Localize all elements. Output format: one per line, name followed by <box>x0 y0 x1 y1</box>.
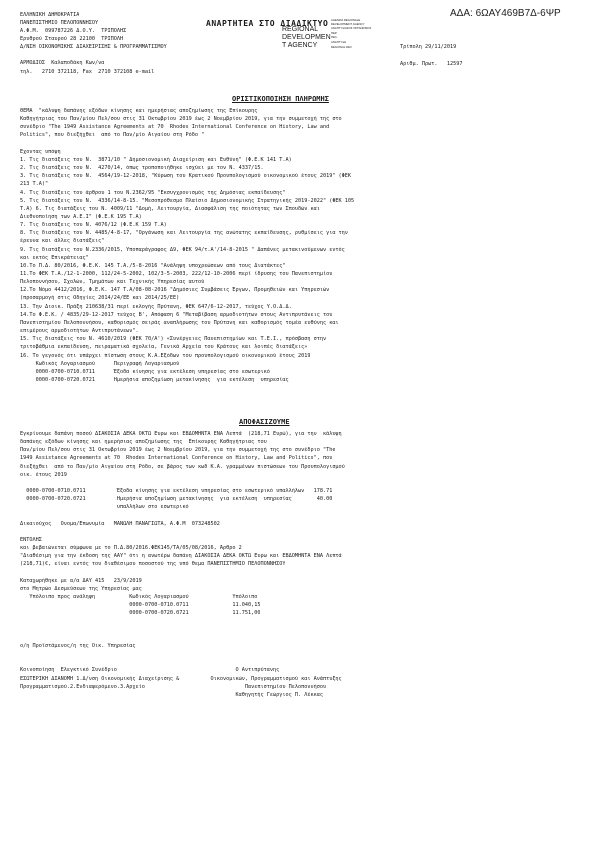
text-line: επιμέρους αρμοδιοτήτων Αντιπρυτάνεων". <box>20 328 139 335</box>
text-line: 213 Τ.Α)" <box>20 181 49 188</box>
badge-line: ΠΕΡ. <box>331 31 338 35</box>
text-line: (218,71)€, είναι εντός του διαθέσιμου ποσοστού της υπό θεμα ΠΑΝΕΠΙΣΤΗΜΙΟ ΠΕΛΟΠΟΝΝΗΣΟΥ <box>20 561 286 568</box>
text-line: 0000-0700-0720.0721 Ημερήσια αποζημίωση μετακίνησης για εκτέλεση υπηρεσίας <box>20 376 289 383</box>
header-line: Δ/ΝΣΗ ΟΙΚΟΝΟΜΙΚΗΣ ΔΙΑΧΕΙΡΙΣΗΣ & ΠΡΟΓΡΑΜΜΑΤΙΣΜΟΥ <box>20 44 167 50</box>
text-line: 0000-0700-0710.0711 11.040,15 <box>20 602 261 609</box>
text-line: 10.Το Π.Δ. 80/2016, Φ.Ε.Κ. 145 Τ.Α./5-8-2016 "Ανάληψη υποχρεώσεων από τους Διατάκτες" <box>20 262 286 269</box>
header-line: ΠΑΝΕΠΙΣΤΗΜΙΟ ΠΕΛΟΠΟΝΝΗΣΟΥ <box>20 20 99 26</box>
text-line: ο/η Προϊστάμενος/η της Οικ. Υπηρεσίας <box>20 642 136 649</box>
text-line: στο Μητρώο Δεσμεύσεων της Υπηρεσίας μας <box>20 585 142 592</box>
text-line: 0000-0700-0710.0711 Έξοδα κίνησης για εκτέλεση υπηρεσίας στο εσωτερικό <box>20 368 270 375</box>
text-line: και εκτός Επικράτειας" <box>20 254 89 261</box>
place-date: Τρίπολη 29/11/2019 <box>400 44 457 50</box>
text-line: διεξήχθει από το Παν/μίο Αιγαίου στη Ρόδο, σε βάρος των κωδ Κ.Α. γραμμένων πιστώσεων του Προυπολογισμού <box>20 463 345 470</box>
agency-logo <box>282 26 338 50</box>
text-line: 16. Το γεγονός ότι υπάρχει πίστωση στους Κ.Α.Εξόδων του προυπολογισμού οικονομικού έτους 2019 <box>20 352 311 359</box>
text-line: 0000-0700-0710.0711 Έξοδα κίνησης για εκτέλεση υπηρεσίας στο εσωτερικό υπαλλήλων 178.71 <box>20 488 333 495</box>
badge-line: AGENZIA REGIONALE <box>331 18 361 22</box>
text-line: 5. Τις διατάξεις του Ν. 4336/14-8-15. "Μεσοπρόθεσμο Πλαίσιο Δημοσιονομικής Στρατηγικής 2019-2022" (ΦΕΚ 105 <box>20 197 355 204</box>
text-line: 14.Το Φ.Ε.Κ. / 4835/29-12-2017 τεύχος Β', Απόφαση 6 "Μεταβίβαση αρμοδιοτήτων στους Αντιπρυτάνεις του <box>20 311 333 318</box>
text-line: δαπάνης εξόδων κίνησης και ημερήσιας αποζημίωσης της Επίκουρης Καθηγήτριας του <box>20 439 267 446</box>
text-line: υπαλλήλων στο εσωτερικό <box>20 504 189 511</box>
text-line: 1. Τις διατάξεις του Ν. 3871/10 " Δημοσιονομική Διαχείριση και Ευθύνη" (Φ.Ε.Κ 141 Τ.Α) <box>20 156 292 163</box>
text-line: Κοινοποίηση Ελεγκτικό Συνέδριο Ο Αντιπρύτανης <box>20 667 280 674</box>
header-line: ΕΛΛΗΝΙΚΗ ΔΗΜΟΚΡΑΤΙΑ <box>20 12 80 18</box>
text-line: Έχοντας υπόψη <box>20 148 61 155</box>
text-line: Υπόλοιπο προς ανάληψη Κωδικός Λογαριασμού Υπόλοιπο <box>20 594 258 600</box>
text-line: Διεθνοποίηση των Α.Ε.Ι" (Φ.Ε.Κ 195 Τ.Α) <box>20 213 142 220</box>
text-line: Δικαιούχος Ονομα/Επωνυμία ΜΑΝΩΛΗ ΠΑΝΑΓΙΩΤΑ, Α.Φ.Μ 073248502 <box>20 520 220 527</box>
badge-line: ΠΕΛ. <box>331 35 338 39</box>
text-line: 15. Τις διατάξεις του Ν. 4610/2019 (ΦΕΚ 70/Α') «Συνέργειες Πανεπιστημίων και Τ.Ε.Ι., πρόσβαση στην <box>20 336 327 343</box>
text-line: και βεβαιώνεται σύμφωνα με το Π.Δ.80/2016.ΦΕΚ145/ΤΑ/05/08/2016, Άρθρο 2 <box>20 545 242 552</box>
text-line: συνέδριο "The 1949 Assistance Agreements at 70 Rhodes International Conference on History, Law and <box>20 124 330 131</box>
header-line: ΑΡΜΟΔΙΟΣ Καλαποδάκη Κων/να <box>20 60 105 66</box>
section-title-decision: ΑΠΟΦΑΣΙΖΟΥΜΕ <box>239 418 290 426</box>
text-line: Πανεπιστημίου Πελοποννήσου, καθορισμός σειράς αναπλήρωσης του Πρύτανη και καθορισμός τομέα ευθύνης και <box>20 319 339 326</box>
badge-line: ΑΝΑΠΤΥΞΗ <box>331 40 347 44</box>
text-line: Καθηγητής Γεώργιος Π. Λέκκας <box>20 691 323 698</box>
text-line: 2. Τις διατάξεις του Ν. 4270/14, όπως τροποποιήθηκε ισχύει με τον Ν. 4337/15. <box>20 165 264 172</box>
ada-code: ΑΔΑ: 6ΩΑΥ469Β7Δ-6ΨΡ <box>450 8 561 19</box>
text-line: ΕΝΤΟΛΗΣ <box>20 536 42 543</box>
text-line: 4. Τις διατάξεις του άρθρου 1 του Ν.2362/95 "Εκσυγχρονισμός της Δημόσιας εκπαίδευσης" <box>20 189 286 196</box>
header-line: τηλ. 2710 372118, Fax 2710 372108 e-mail <box>20 69 155 75</box>
text-line: Παν/μίου Πελ/σου στις 31 Οκτωβρίου 2019 έως 2 Νοεμβρίου 2019, για την συμμετοχή της στο συνέδριο "The <box>20 447 336 454</box>
text-line: 13. Την Διοικ. Πράξη 210638/31 περί εκλογής Πρύτανη, ΦΕΚ 647/6-12-2017, τεύχος Υ.Ο.Δ.Δ. <box>20 303 292 310</box>
text-line: 0000-0700-0720.0721 11.751,00 <box>20 610 261 617</box>
text-line: Καθηγήτριας του Παν/μίου Πελ/σου στις 31 Οκτωβρίου 2019 έως 2 Νοεμβρίου 2019, για την συμμετοχή της στο <box>20 116 342 123</box>
badge-line: ΑΝΑΠΤΥΞΙΑΚΟΣ ΟΡΓΑΝΙΣΜΟΣ <box>331 26 372 30</box>
text-line: 3. Τις διατάξεις του Ν. 4564/19-12-2018, "Κύρωση του Κρατικού Προυπολογισμού οικονομικού έτους 2019" (ΦΕΚ <box>20 173 352 180</box>
text-line: 8. Τις διατάξεις του Ν. 4485/4-8-17, "Οργάνωση και Λειτουργία της ανώτατης εκπαίδευσης, ρυθμίσεις για την <box>20 230 348 237</box>
text-line: 11.Το ΦΕΚ Τ.Α./12-1-2000, 112/24-5-2002, 102/3-5-2003, 222/12-10-2006 περί ίδρυσης του Πανεπιστημίου <box>20 271 333 277</box>
text-line: Καταχωρήθηκε με α/α ΔΑΥ 415 23/9/2019 <box>20 577 142 584</box>
logo-line: REGIONAL <box>282 26 319 33</box>
text-line: ΕΣΩΤΕΡΙΚΗ ΔΙΑΝΟΜΗ 1.Δ/νση Οικονομικής Διαχείρισης & Οικονομικών, Προγραμματισμού και Ανάπτυξης <box>20 675 342 682</box>
header-line: Α.Φ.Μ. 099787226 Δ.Ο.Υ. ΤΡΙΠΟΛΗΣ <box>20 28 127 34</box>
logo-line: DEVELOPMEN <box>282 34 331 41</box>
protocol-number: Αριθμ. Πρωτ. 12597 <box>400 61 463 67</box>
text-line: Εγκρίνουμε δαπάνη ποσού ΔΙΑΚΟΣΙΑ ΔΕΚΑ ΟΚΤΩ Ευρω και ΕΒΔΟΜΗΝΤΑ ΕΝΑ Λεπτά (218,71 Ευρώ), για την κάλυψη <box>20 431 342 437</box>
text-line: 0000-0700-0720.0721 Ημερήσια αποζημίωση μετακίνησης για εκτέλεση υπηρεσίας 40.00 <box>20 496 333 503</box>
text-line: ΘΕΜΑ "κάλυψη δαπάνης εξόδων κίνησης και ημερήσιας αποζημίωσης της Επίκουρης <box>20 108 258 114</box>
text-line: 7. Τις διατάξεις του Ν. 4076/12 (Φ.Ε.Κ 159 Τ.Α) <box>20 222 167 229</box>
text-line: (προσαρμογή στις Οδηγίες 2014/24/ΕΕ και 2014/25/ΕΕ) <box>20 295 180 302</box>
badge-line: REGIONAL DEV <box>331 45 352 49</box>
badge-line: DEVELOPMENT AGENCY <box>331 22 365 26</box>
text-line: 12.Το Νόμο 4412/2016, Φ.Ε.Κ. 147 Τ.Α/08-08-2016 "Δημόσιες Συμβάσεις Έργων, Προμηθειών και Υπηρεσιών <box>20 287 330 294</box>
section-title-payment: ΟΡΙΣΤΙΚΟΠΟΙΗΣΗ ΠΛΗΡΩΜΗΣ <box>232 95 329 103</box>
text-line: Politics", που διεξήχθει από το Παν/μίο Αιγαίου στη Ρόδο " <box>20 132 205 139</box>
text-line: οικ. έτους 2019 <box>20 471 67 478</box>
text-line: 1949 Assistance Agreements at 70 Rhodes International Conference on History, Law and Politics", που <box>20 455 333 462</box>
text-line: Πελοποννήσου, Σχολών, Τμημάτων και Τεχνικής Υπηρεσίας αυτού <box>20 279 205 286</box>
header-line: Ερυθρού Σταυρού 28 22100 ΤΡΙΠΟΛΗ <box>20 36 124 42</box>
agency-badge <box>331 19 381 53</box>
text-line: Προγραμματισμού.2.Ενδιαφερόμενο.3.Αρχείο Πανεπιστημίου Πελοποννήσου <box>20 683 327 690</box>
text-line: Κωδικός Λογαριασμού Περιγραφή Λογαριασμού <box>20 360 180 367</box>
text-line: έρευνα και άλλες διατάξεις" <box>20 238 105 245</box>
posting-title: ΑΝΑΡΤΗΤΕΑ ΣΤΟ ΔΙΑΔΙΚΤΥΟ <box>206 19 329 28</box>
text-line: τριτοβάθμια εκπαίδευση, πειραματικά σχολεία, Γενικά Αρχεία του Κράτους και λοιπές διατάξεις» <box>20 344 308 351</box>
text-line: "Διαθέσιμη για την έκδοση της ΑΑΥ" ότι η ανωτέρω δαπάνη ΔΙΑΚΟΣΙΑ ΔΕΚΑ ΟΚΤΩ Ευρω και ΕΒΔΟΜΗΝΤΑ ΕΝΑ Λεπτά <box>20 553 342 560</box>
text-line: 9. Τις διατάξεις του Ν.2336/2015, Υποπαράγραφος Δ9, ΦΕΚ 94/τ.Α'/14-8-2015 " Δαπάνες μετακινούμενων εντός <box>20 246 345 253</box>
logo-line: T AGENCY <box>282 42 318 49</box>
text-line: Τ.Α) 6. Τις διατάξεις του Ν. 4009/11 "Δομή, Λειτουργία, Διασφάλιση της ποιότητας των Σπουδών και <box>20 205 320 212</box>
